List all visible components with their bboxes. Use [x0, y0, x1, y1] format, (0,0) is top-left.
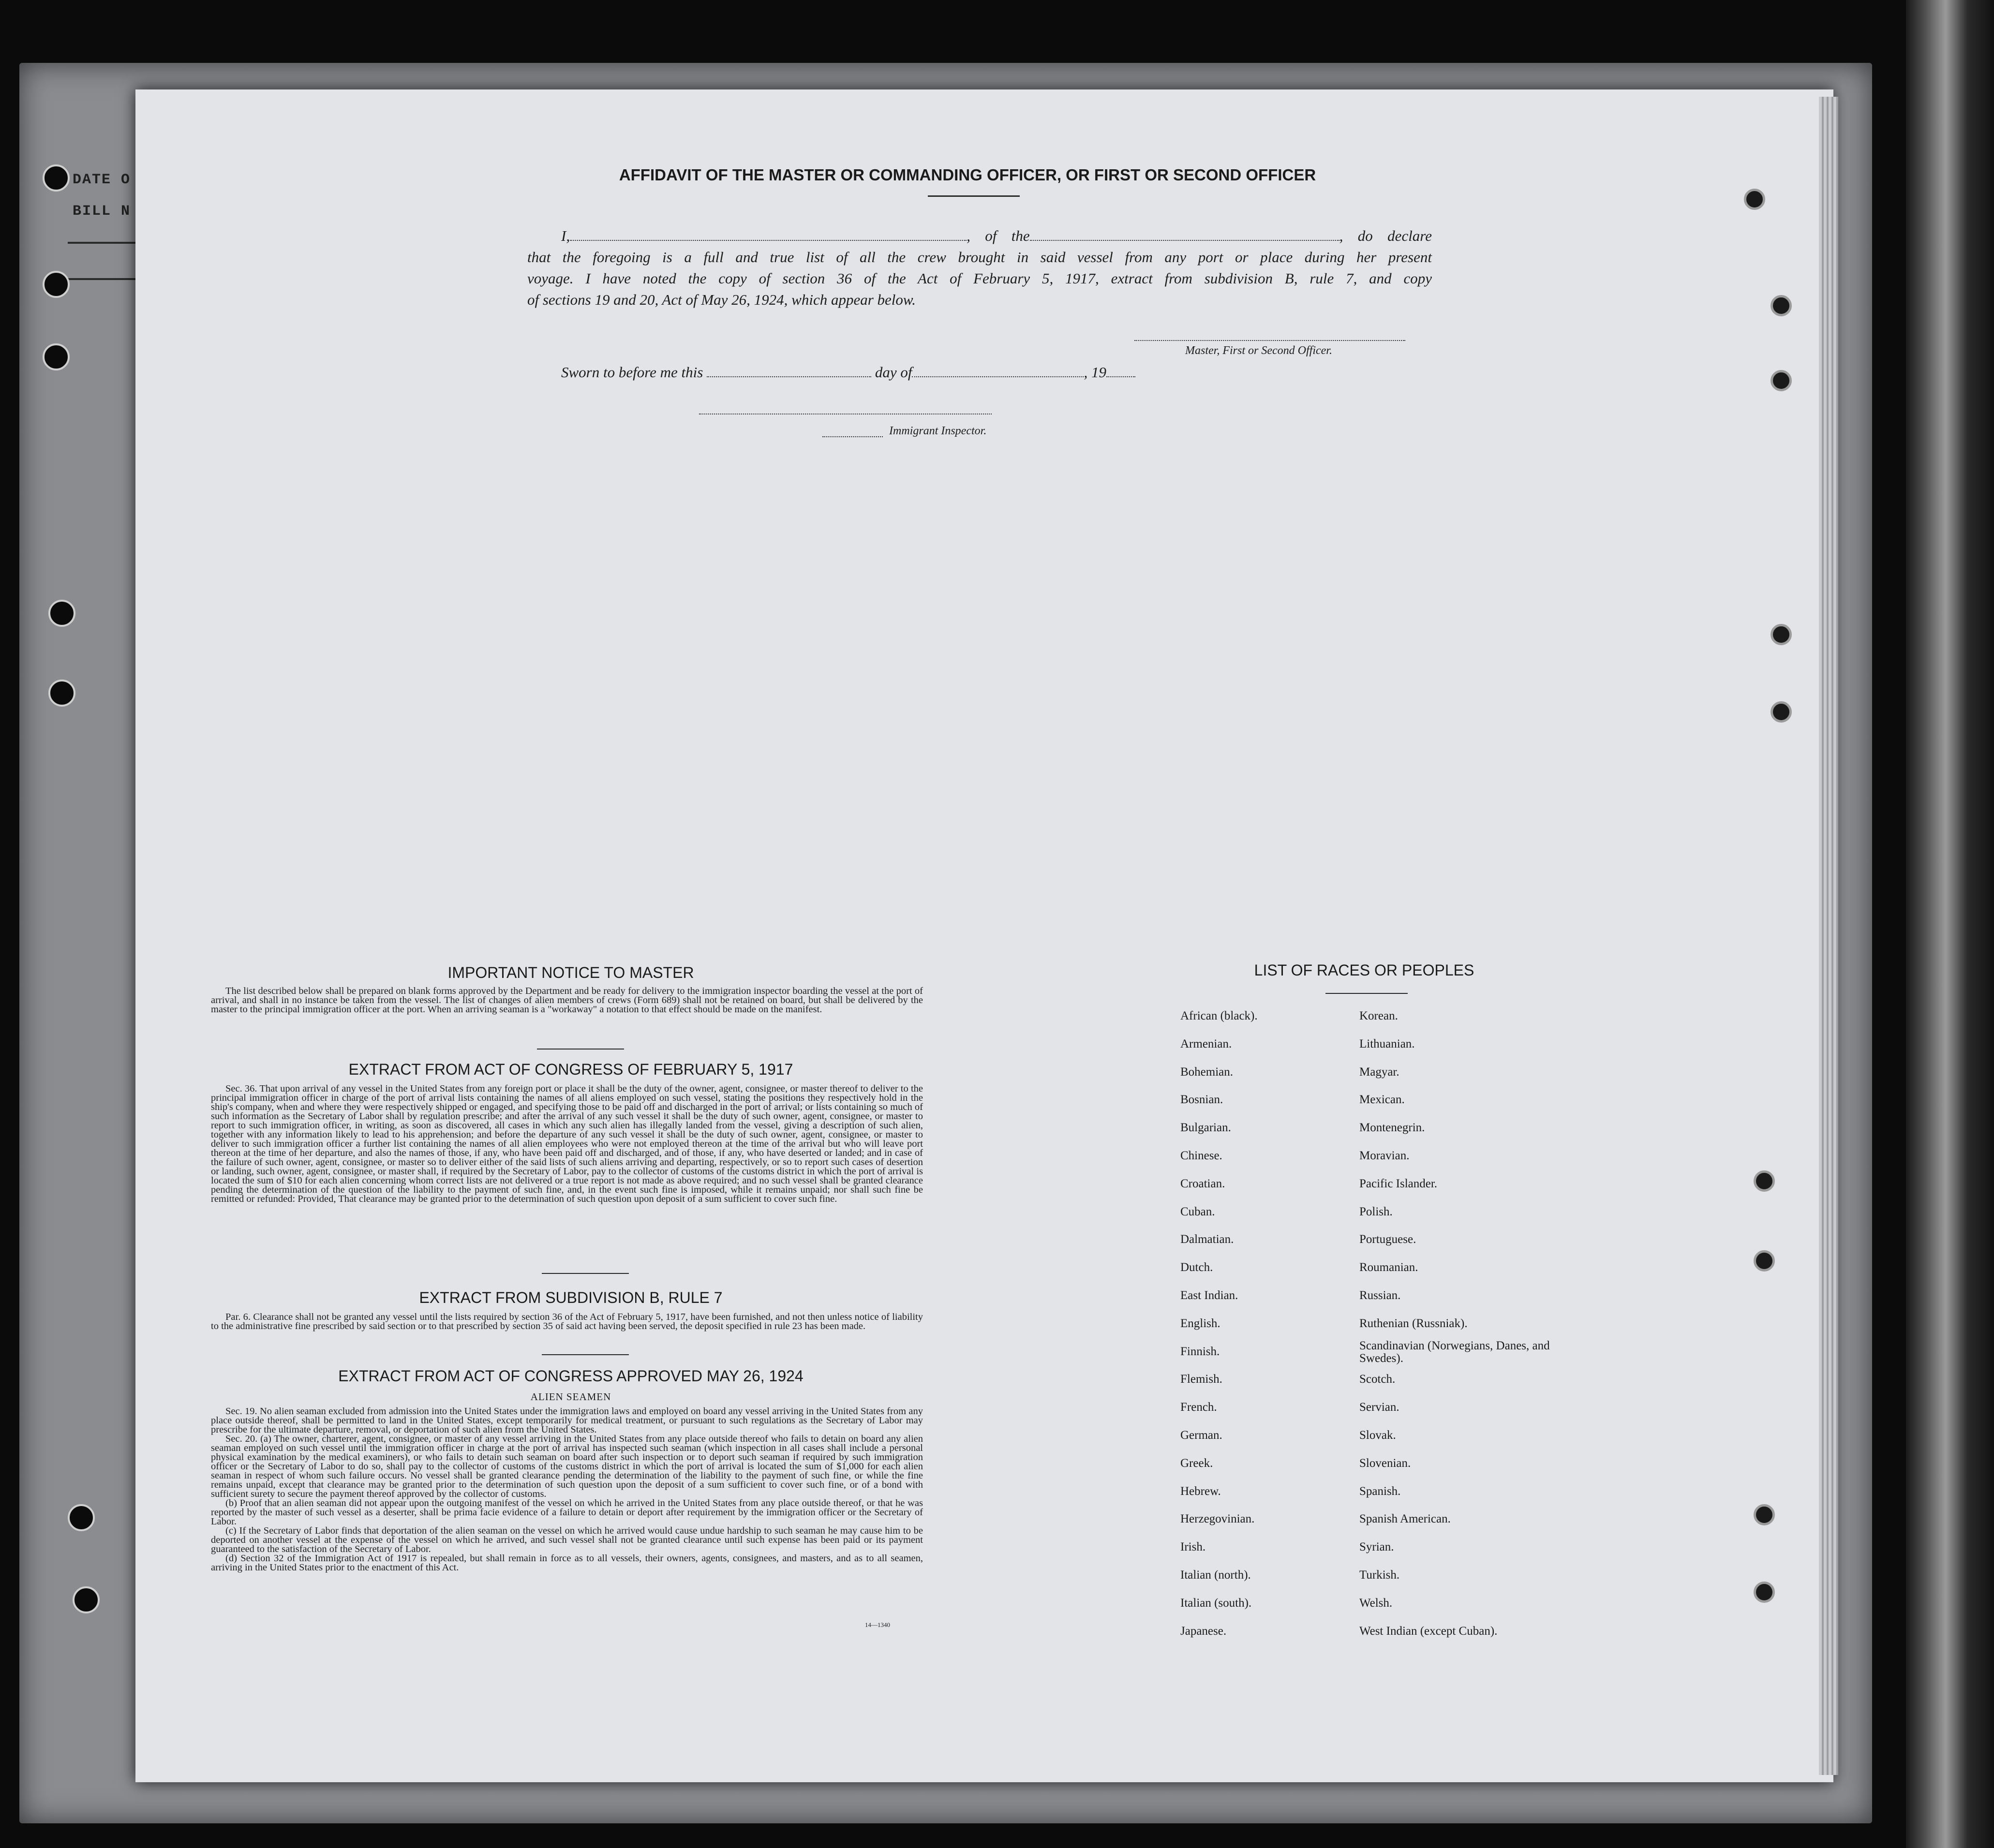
page-hole	[1754, 1582, 1775, 1603]
race-item: West Indian (except Cuban).	[1359, 1624, 1498, 1638]
form-number: 14—1340	[865, 1621, 890, 1628]
page-edge	[1819, 97, 1838, 1775]
race-item: Korean.	[1359, 1009, 1398, 1022]
race-item: Chinese.	[1180, 1149, 1222, 1162]
punch-hole	[48, 600, 75, 627]
race-item: Bosnian.	[1180, 1093, 1223, 1107]
race-item: Croatian.	[1180, 1177, 1225, 1190]
day-of-label: day of	[875, 364, 912, 381]
sec-20c-text: (c) If the Secretary of Labor finds that deportation of the alien seaman on the vessel on which he arrived would cause undue hardship to such seaman he may cause him to be deported on another vessel at the expense of the vessel on which he arrived, and such vessel shall not be granted clearance until such expense has been paid or its payment guaranteed to the satisfaction of the Secretary of Labor.	[211, 1525, 923, 1554]
race-item: Bohemian.	[1180, 1065, 1234, 1079]
race-item: Ruthenian (Russniak).	[1359, 1316, 1468, 1330]
race-item: African (black).	[1180, 1009, 1258, 1022]
race-item: Slovenian.	[1359, 1456, 1411, 1470]
page-hole	[1771, 624, 1792, 645]
master-signature-line[interactable]	[1134, 340, 1405, 341]
affidavit-line-3: voyage. I have noted the copy of section 36 of the Act of February 5, 1917, extract from subdivision B, rule 7, and copy	[527, 270, 1432, 287]
race-item: Montenegrin.	[1359, 1121, 1425, 1135]
race-item: Scandinavian (Norwegians, Danes, and Swedes).	[1359, 1339, 1550, 1365]
race-item: Italian (north).	[1180, 1568, 1251, 1582]
affidavit-title: AFFIDAVIT OF THE MASTER OR COMMANDING OFFICER, OR FIRST OR SECOND OFFICER	[619, 166, 1316, 184]
affidavit-line-4: of sections 19 and 20, Act of May 26, 1924, which appear below.	[527, 291, 916, 308]
affidavit-of-the-label: , of the	[967, 227, 1030, 244]
master-caption: Master, First or Second Officer.	[1185, 344, 1332, 357]
race-item: French.	[1180, 1401, 1217, 1414]
vessel-blank[interactable]	[1030, 240, 1339, 241]
affidavit-i-label: I,	[561, 227, 570, 244]
races-title: LIST OF RACES OR PEOPLES	[1254, 961, 1474, 979]
race-item: Mexican.	[1359, 1093, 1405, 1107]
race-item: Italian (south).	[1180, 1596, 1252, 1610]
race-item: Welsh.	[1359, 1596, 1393, 1610]
race-item: German.	[1180, 1428, 1222, 1442]
page-hole	[1744, 189, 1765, 210]
race-item: Flemish.	[1180, 1373, 1222, 1386]
sworn-year-blank[interactable]	[1106, 376, 1135, 377]
race-item: Polish.	[1359, 1205, 1393, 1218]
page-hole	[1754, 1504, 1775, 1525]
notice-body: The list described below shall be prepared on blank forms approved by the Department and be ready for delivery to the immigration inspector boarding the vessel at the port of arrival, and shall in no instance be taken from the vessel. The list of changes of alien members of crews (Form 689) shall not be retained on board, but shall be delivered by the master to the principal immigration officer at the port. When an arriving seaman is a "workaway" a notation to that effect should be made on the manifest.	[211, 986, 923, 1015]
race-item: Moravian.	[1359, 1149, 1410, 1162]
race-item: Finnish.	[1180, 1345, 1220, 1358]
race-item: Scotch.	[1359, 1373, 1396, 1386]
name-blank[interactable]	[570, 240, 967, 241]
punch-hole	[48, 680, 75, 707]
page-hole	[1771, 701, 1792, 723]
affidavit-declare-label: , do declare	[1339, 227, 1432, 244]
race-item: Russian.	[1359, 1288, 1401, 1302]
sworn-day-blank[interactable]	[707, 376, 871, 377]
punch-hole	[68, 1504, 95, 1531]
extract-1917-body: Sec. 36. That upon arrival of any vessel in the United States from any foreign port or place it shall be the duty of the owner, agent, consignee, or master thereof to deliver to the principal immigration officer in charge of the port of arrival lists containing the names of all aliens employed on such vessel, stating the positions they respectively hold in the ship's company, when and where they were respectively shipped or engaged, and specifying those to be paid off and discharged in the port of arrival; or lists containing so much of such information as the Secretary of Labor shall by regulation prescribe; and after the arrival of any such vessel it shall be the duty of such owner, agent, consignee, or master to report to such immigration officer, in writing, as soon as discovered, all cases in which any such alien has illegally landed from the vessel, giving a description of such alien, together with any information likely to lead to his apprehension; and before the departure of any such vessel it shall be the duty of such owner, agent, consignee, or master to deliver to such immigration officer a further list containing the names of all alien employees who were not employed thereon at the time of the arrival but who will leave port thereon at the time of her departure, and also the names of those, if any, who have been paid off and discharged, and of those, if any, who have deserted or landed; and in case of the failure of such owner, agent, consignee, or master so to deliver either of the said lists of such aliens arriving and departing, respectively, or so to report such cases of desertion or landing, such owner, agent, consignee, or master shall, if required by the Secretary of Labor, pay to the collector of customs of the customs district in which the port of arrival is located the sum of $10 for each alien concerning whom correct lists are not delivered or a true report is not made as above required; and no such vessel shall be granted clearance pending the determination of the question of the liability to the payment of such fine, and, in the event such fine is imposed, while it remains unpaid; nor shall such fine be remitted or refunded: Provided, That clearance may be granted prior to the determination of such question upon deposit of a sum sufficient to cover such fine.	[211, 1083, 923, 1204]
extract-rule7-title: EXTRACT FROM SUBDIVISION B, RULE 7	[419, 1289, 723, 1306]
extract-1924-body	[211, 1407, 923, 1572]
race-item: Herzegovinian.	[1180, 1512, 1255, 1526]
race-item: Armenian.	[1180, 1037, 1232, 1050]
section-rule	[542, 1273, 629, 1274]
notice-title: IMPORTANT NOTICE TO MASTER	[447, 964, 694, 981]
inspector-caption: Immigrant Inspector.	[889, 425, 987, 437]
race-item: Roumanian.	[1359, 1261, 1418, 1274]
races-rule	[1325, 993, 1408, 994]
page-hole	[1754, 1170, 1775, 1192]
race-item: Hebrew.	[1180, 1484, 1221, 1498]
race-item: Servian.	[1359, 1401, 1399, 1414]
inspector-lead-line	[822, 436, 883, 437]
sec-20a-text: Sec. 20. (a) The owner, charterer, agent, consignee, or master of any vessel arriving in the United States from any place outside thereof who fails to detain on board any alien seaman employed on such vessel until the immigration officer in charge at the port of arrival has inspected such seaman (which inspection in all cases shall include a personal physical examination by the medical examiners), or who fails to detain such seaman on board after such inspection or to deport such seaman if required by such immigration officer or the Secretary of Labor to do so, shall pay to the collector of customs of the customs district in which the port of arrival is located the sum of $1,000 for each alien seaman in respect of whom such failure occurs. No vessel shall be granted clearance pending the determination of the liability to the payment of such fine, or while the fine remains unpaid, except that clearance may be granted prior to the determination of such question upon the deposit of a sum sufficient to cover such fine, or of a bond with sufficient surety to secure the payment thereof approved by the collector of customs.	[211, 1434, 923, 1499]
under-sheet-stamp-bill: BILL N	[73, 203, 131, 220]
punch-hole	[73, 1586, 100, 1613]
sec-20d-text: (d) Section 32 of the Immigration Act of 1917 is repealed, but shall remain in force as to all vessels, their owners, agents, consignees, and masters, and as to all seamen, arriving in the United States prior to the enactment of this Act.	[211, 1553, 923, 1573]
race-item: Lithuanian.	[1359, 1037, 1415, 1050]
punch-hole	[43, 271, 70, 298]
race-item: Irish.	[1180, 1540, 1206, 1554]
sworn-month-blank[interactable]	[912, 376, 1084, 377]
race-item: Portuguese.	[1359, 1233, 1416, 1246]
under-sheet-rule	[68, 278, 135, 280]
sec-19-text: Sec. 19. No alien seaman excluded from admission into the United States under the immigration laws and employed on board any vessel arriving in the United States from any place outside thereof, shall be permitted to land in the United States, except temporarily for medical treatment, or pursuant to such regulations as the Secretary of Labor may prescribe for the ultimate departure, removal, or deportation of such alien from the United States.	[211, 1406, 923, 1435]
race-item: Spanish.	[1359, 1484, 1401, 1498]
race-item: Dalmatian.	[1180, 1233, 1234, 1246]
race-item: Dutch.	[1180, 1261, 1213, 1274]
race-item: Cuban.	[1180, 1205, 1215, 1218]
sworn-line	[561, 364, 1135, 381]
punch-hole	[43, 343, 70, 370]
page-hole	[1771, 370, 1792, 391]
year-label: , 19	[1084, 364, 1106, 381]
affidavit-line-1	[561, 226, 1432, 246]
race-item: Magyar.	[1359, 1065, 1399, 1079]
race-item: Slovak.	[1359, 1428, 1396, 1442]
title-rule	[928, 195, 1020, 197]
sec-20b-text: (b) Proof that an alien seaman did not appear upon the outgoing manifest of the vessel on which he arrived in the United States from any place outside thereof, or that he was reported by the master of such vessel as a deserter, shall be prima facie evidence of a failure to detain or deport after requirement by the immigration officer or the Secretary of Labor.	[211, 1498, 923, 1527]
extract-rule7-body: Par. 6. Clearance shall not be granted any vessel until the lists required by section 36 of the Act of February 5, 1917, have been furnished, and not then unless notice of liability to the administrative fine prescribed by said section or to that prescribed by section 35 of said act having been served, the deposit specified in rule 23 has been made.	[211, 1312, 923, 1331]
under-sheet-rule	[68, 242, 135, 244]
punch-hole	[43, 164, 70, 192]
race-item: Pacific Islander.	[1359, 1177, 1438, 1190]
affidavit-line-2: that the foregoing is a full and true list of all the crew brought in said vessel from any port or place during her present	[527, 249, 1432, 266]
under-sheet-stamp-date: DATE O	[73, 172, 131, 188]
race-item: Japanese.	[1180, 1624, 1227, 1638]
race-item: English.	[1180, 1316, 1220, 1330]
races-list	[1180, 1010, 1562, 1653]
race-item: Turkish.	[1359, 1568, 1400, 1582]
race-item: Syrian.	[1359, 1540, 1394, 1554]
extract-1917-title: EXTRACT FROM ACT OF CONGRESS OF FEBRUARY 5, 1917	[348, 1061, 793, 1078]
page-hole	[1771, 295, 1792, 316]
section-rule	[542, 1354, 629, 1355]
page-hole	[1754, 1250, 1775, 1271]
sworn-label: Sworn to before me this	[561, 364, 703, 381]
extract-1924-title: EXTRACT FROM ACT OF CONGRESS APPROVED MAY 26, 1924	[338, 1367, 804, 1385]
binding-strip	[1906, 0, 1994, 1848]
race-item: Spanish American.	[1359, 1512, 1451, 1526]
race-item: East Indian.	[1180, 1288, 1238, 1302]
race-item: Bulgarian.	[1180, 1121, 1231, 1135]
alien-seamen-subtitle: ALIEN SEAMEN	[530, 1391, 611, 1403]
section-rule	[537, 1049, 624, 1050]
race-item: Greek.	[1180, 1456, 1213, 1470]
